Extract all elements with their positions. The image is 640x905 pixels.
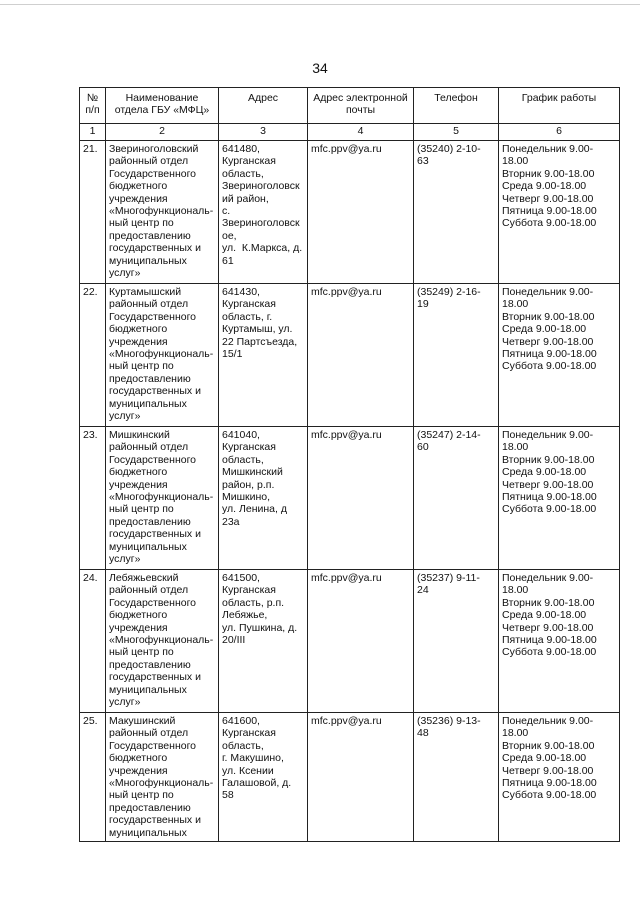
cell-email: mfc.ppv@ya.ru [308,713,414,842]
text-line: Среда 9.00-18.00 [502,752,587,765]
text-line: район, р.п. [222,478,275,491]
column-number: 2 [106,124,219,141]
text-line: районный отдел [109,727,189,740]
cell-address [219,284,308,427]
text-line: Пятница 9.00-18.00 [502,777,597,790]
text-line: 641430, [222,286,260,298]
text-line: предоставлению [109,658,191,671]
text-line: Суббота 9.00-18.00 [502,503,597,516]
text-line: ул. Пушкина, д. [222,621,298,634]
cell-no: 23. [80,427,106,570]
text-line: Пятница 9.00-18.00 [502,348,597,361]
text-line: Государственного [109,167,197,180]
column-number-row [80,124,620,141]
text-line: Вторник 9.00-18.00 [502,167,595,180]
text-line: предоставлению [109,801,191,814]
text-line: ул. Ленина, д [222,503,287,516]
cell-no: 24. [80,570,106,713]
text-line: муниципальных [109,683,187,696]
cell-address [219,141,308,284]
text-line: Пятница 9.00-18.00 [502,634,597,647]
table-row [80,713,620,842]
text-line: Понедельник 9.00- [502,429,594,441]
text-line: районный отдел [109,298,189,311]
text-line: Макушинский [109,715,176,727]
text-line: 20/III [222,634,246,647]
text-line: Вторник 9.00-18.00 [502,453,595,466]
table-header-row [80,88,620,124]
text-line: 48 [417,727,429,740]
text-line: муниципальных [109,540,187,553]
text-line: 19 [417,298,429,311]
text-line: 58 [222,789,234,802]
text-line: Суббота 9.00-18.00 [502,646,597,659]
text-line: г. Макушино, [222,752,284,765]
cell-schedule [499,284,620,427]
text-line: Адрес электронной [313,92,408,104]
text-line: Лебяжьевский [109,572,179,584]
cell-schedule [499,427,620,570]
text-line: Суббота 9.00-18.00 [502,360,597,373]
text-line: Мишкинский [109,429,170,441]
text-line: государственных и [109,242,201,255]
text-line: учреждения [109,764,168,777]
column-number: 4 [308,124,414,141]
text-line: Куртамышский [109,286,182,298]
text-line: Государственного [109,596,197,609]
text-line: бюджетного [109,609,168,622]
cell-name [106,713,219,842]
cell-no: 25. [80,713,106,842]
cell-address [219,713,308,842]
text-line: Адрес [247,92,279,104]
cell-email: mfc.ppv@ya.ru [308,284,414,427]
text-line: 641040, [222,429,260,441]
text-line: 18.00 [502,298,529,311]
text-line: Государственного [109,453,197,466]
text-line: 23а [222,515,240,528]
text-line: ный центр по [109,360,174,373]
text-line: 18.00 [502,155,529,168]
text-line: услуг» [109,553,141,566]
text-line: Курганская [222,584,276,597]
text-line: бюджетного [109,180,168,193]
text-line: Вторник 9.00-18.00 [502,310,595,323]
text-line: бюджетного [109,752,168,765]
cell-email: mfc.ppv@ya.ru [308,570,414,713]
header-name [106,88,219,124]
text-line: ое, [222,229,237,242]
text-line: № [86,92,99,104]
text-line: 641480, [222,143,260,155]
text-line: предоставлению [109,515,191,528]
text-line: Четверг 9.00-18.00 [502,192,594,205]
text-line: Курганская [222,298,276,311]
text-line: 641500, [222,572,260,584]
text-line: муниципальных [109,254,187,267]
text-line: область, г. [222,310,273,323]
text-line: «Многофункциональ- [109,777,214,790]
text-line: Четверг 9.00-18.00 [502,621,594,634]
text-line: 18.00 [502,441,529,454]
text-line: учреждения [109,478,168,491]
text-line: Вторник 9.00-18.00 [502,739,595,752]
text-line: ул. К.Маркса, д. [222,242,303,255]
text-line: (35249) 2-16- [417,286,481,298]
text-line: 641600, [222,715,260,727]
text-line: Государственного [109,739,197,752]
text-line: Телефон [434,92,478,104]
text-line: «Многофункциональ- [109,491,214,504]
text-line: 18.00 [502,584,529,597]
text-line: Понедельник 9.00- [502,286,594,298]
text-line: 22 Партсъезда, [222,335,298,348]
text-line: (35240) 2-10- [417,143,481,155]
cell-name [106,284,219,427]
column-number: 6 [499,124,620,141]
cell-email: mfc.ppv@ya.ru [308,141,414,284]
text-line: Среда 9.00-18.00 [502,323,587,336]
text-line: бюджетного [109,323,168,336]
header-no [80,88,106,124]
text-line: область, [222,167,264,180]
text-line: государственных и [109,385,201,398]
cell-phone [414,713,499,842]
text-line: 60 [417,441,429,454]
text-line: область, [222,739,264,752]
text-line: (35237) 9-11- [417,572,480,584]
text-line: Четверг 9.00-18.00 [502,478,594,491]
text-line: районный отдел [109,155,189,168]
text-line: муниципальных [109,826,187,839]
text-line: Четверг 9.00-18.00 [502,764,594,777]
branches-table [79,87,620,842]
text-line: Звериноголовск [222,180,300,193]
text-line: ный центр по [109,646,174,659]
cell-email: mfc.ppv@ya.ru [308,427,414,570]
cell-schedule [499,570,620,713]
text-line: Государственного [109,310,197,323]
table-row [80,570,620,713]
text-line: Вторник 9.00-18.00 [502,596,595,609]
text-line: бюджетного [109,466,168,479]
column-number: 3 [219,124,308,141]
text-line: услуг» [109,267,141,280]
text-line: Мишкинский [222,466,283,479]
text-line: предоставлению [109,229,191,242]
text-line: Среда 9.00-18.00 [502,466,587,479]
cell-name [106,141,219,284]
text-line: Мишкино, [222,491,271,504]
cell-address [219,570,308,713]
text-line: государственных и [109,528,201,541]
header-phone [414,88,499,124]
text-line: учреждения [109,192,168,205]
text-line: Галашовой, д. [222,777,292,790]
text-line: Суббота 9.00-18.00 [502,789,597,802]
cell-no: 21. [80,141,106,284]
text-line: 61 [222,254,234,267]
cell-phone [414,141,499,284]
text-line: Понедельник 9.00- [502,715,594,727]
text-line: Лебяжье, [222,609,268,622]
text-line: Курганская [222,727,276,740]
text-line: отдела ГБУ «МФЦ» [114,104,210,117]
table-row [80,284,620,427]
cell-address [219,427,308,570]
scan-top-border [0,4,640,5]
text-line: услуг» [109,410,141,423]
table-row [80,427,620,570]
text-line: «Многофункциональ- [109,348,214,361]
text-line: Куртамыш, ул. [222,323,293,336]
text-line: Курганская [222,155,276,168]
cell-schedule [499,713,620,842]
text-line: районный отдел [109,441,189,454]
column-number: 1 [80,124,106,141]
header-email [308,88,414,124]
cell-phone [414,570,499,713]
text-line: Понедельник 9.00- [502,572,594,584]
text-line: Наименование [125,92,199,104]
table-row [80,141,620,284]
text-line: 18.00 [502,727,529,740]
text-line: муниципальных [109,397,187,410]
text-line: учреждения [109,621,168,634]
text-line: График работы [521,92,597,104]
text-line: районный отдел [109,584,189,597]
text-line: ный центр по [109,217,174,230]
text-line: с. [222,205,231,218]
text-line: ул. Ксении [222,764,274,777]
text-line: предоставлению [109,372,191,385]
text-line: область, [222,453,264,466]
cell-phone [414,284,499,427]
cell-phone [414,427,499,570]
text-line: Четверг 9.00-18.00 [502,335,594,348]
text-line: (35247) 2-14- [417,429,481,441]
text-line: ный центр по [109,789,174,802]
text-line: 63 [417,155,429,168]
text-line: 15/1 [222,348,243,361]
text-line: государственных и [109,671,201,684]
text-line: Понедельник 9.00- [502,143,594,155]
page-number: 34 [312,60,328,76]
text-line: область, р.п. [222,596,285,609]
cell-name [106,570,219,713]
text-line: Среда 9.00-18.00 [502,180,587,193]
text-line: ный центр по [109,503,174,516]
text-line: Пятница 9.00-18.00 [502,205,597,218]
text-line: 24 [417,584,429,597]
text-line: Среда 9.00-18.00 [502,609,587,622]
text-line: ий район, [222,192,269,205]
text-line: Звериноголовский [109,143,199,155]
text-line: Звериноголовск [222,217,300,230]
text-line: «Многофункциональ- [109,634,214,647]
header-address [219,88,308,124]
table-body [80,88,620,842]
text-line: услуг» [109,696,141,709]
text-line: п/п [85,104,100,117]
text-line: государственных и [109,814,201,827]
cell-name [106,427,219,570]
column-number: 5 [414,124,499,141]
cell-schedule [499,141,620,284]
text-line: учреждения [109,335,168,348]
text-line: «Многофункциональ- [109,205,214,218]
text-line: Курганская [222,441,276,454]
text-line: (35236) 9-13- [417,715,481,727]
text-line: почты [345,104,376,117]
text-line: Пятница 9.00-18.00 [502,491,597,504]
header-schedule [499,88,620,124]
cell-no: 22. [80,284,106,427]
text-line: Суббота 9.00-18.00 [502,217,597,230]
